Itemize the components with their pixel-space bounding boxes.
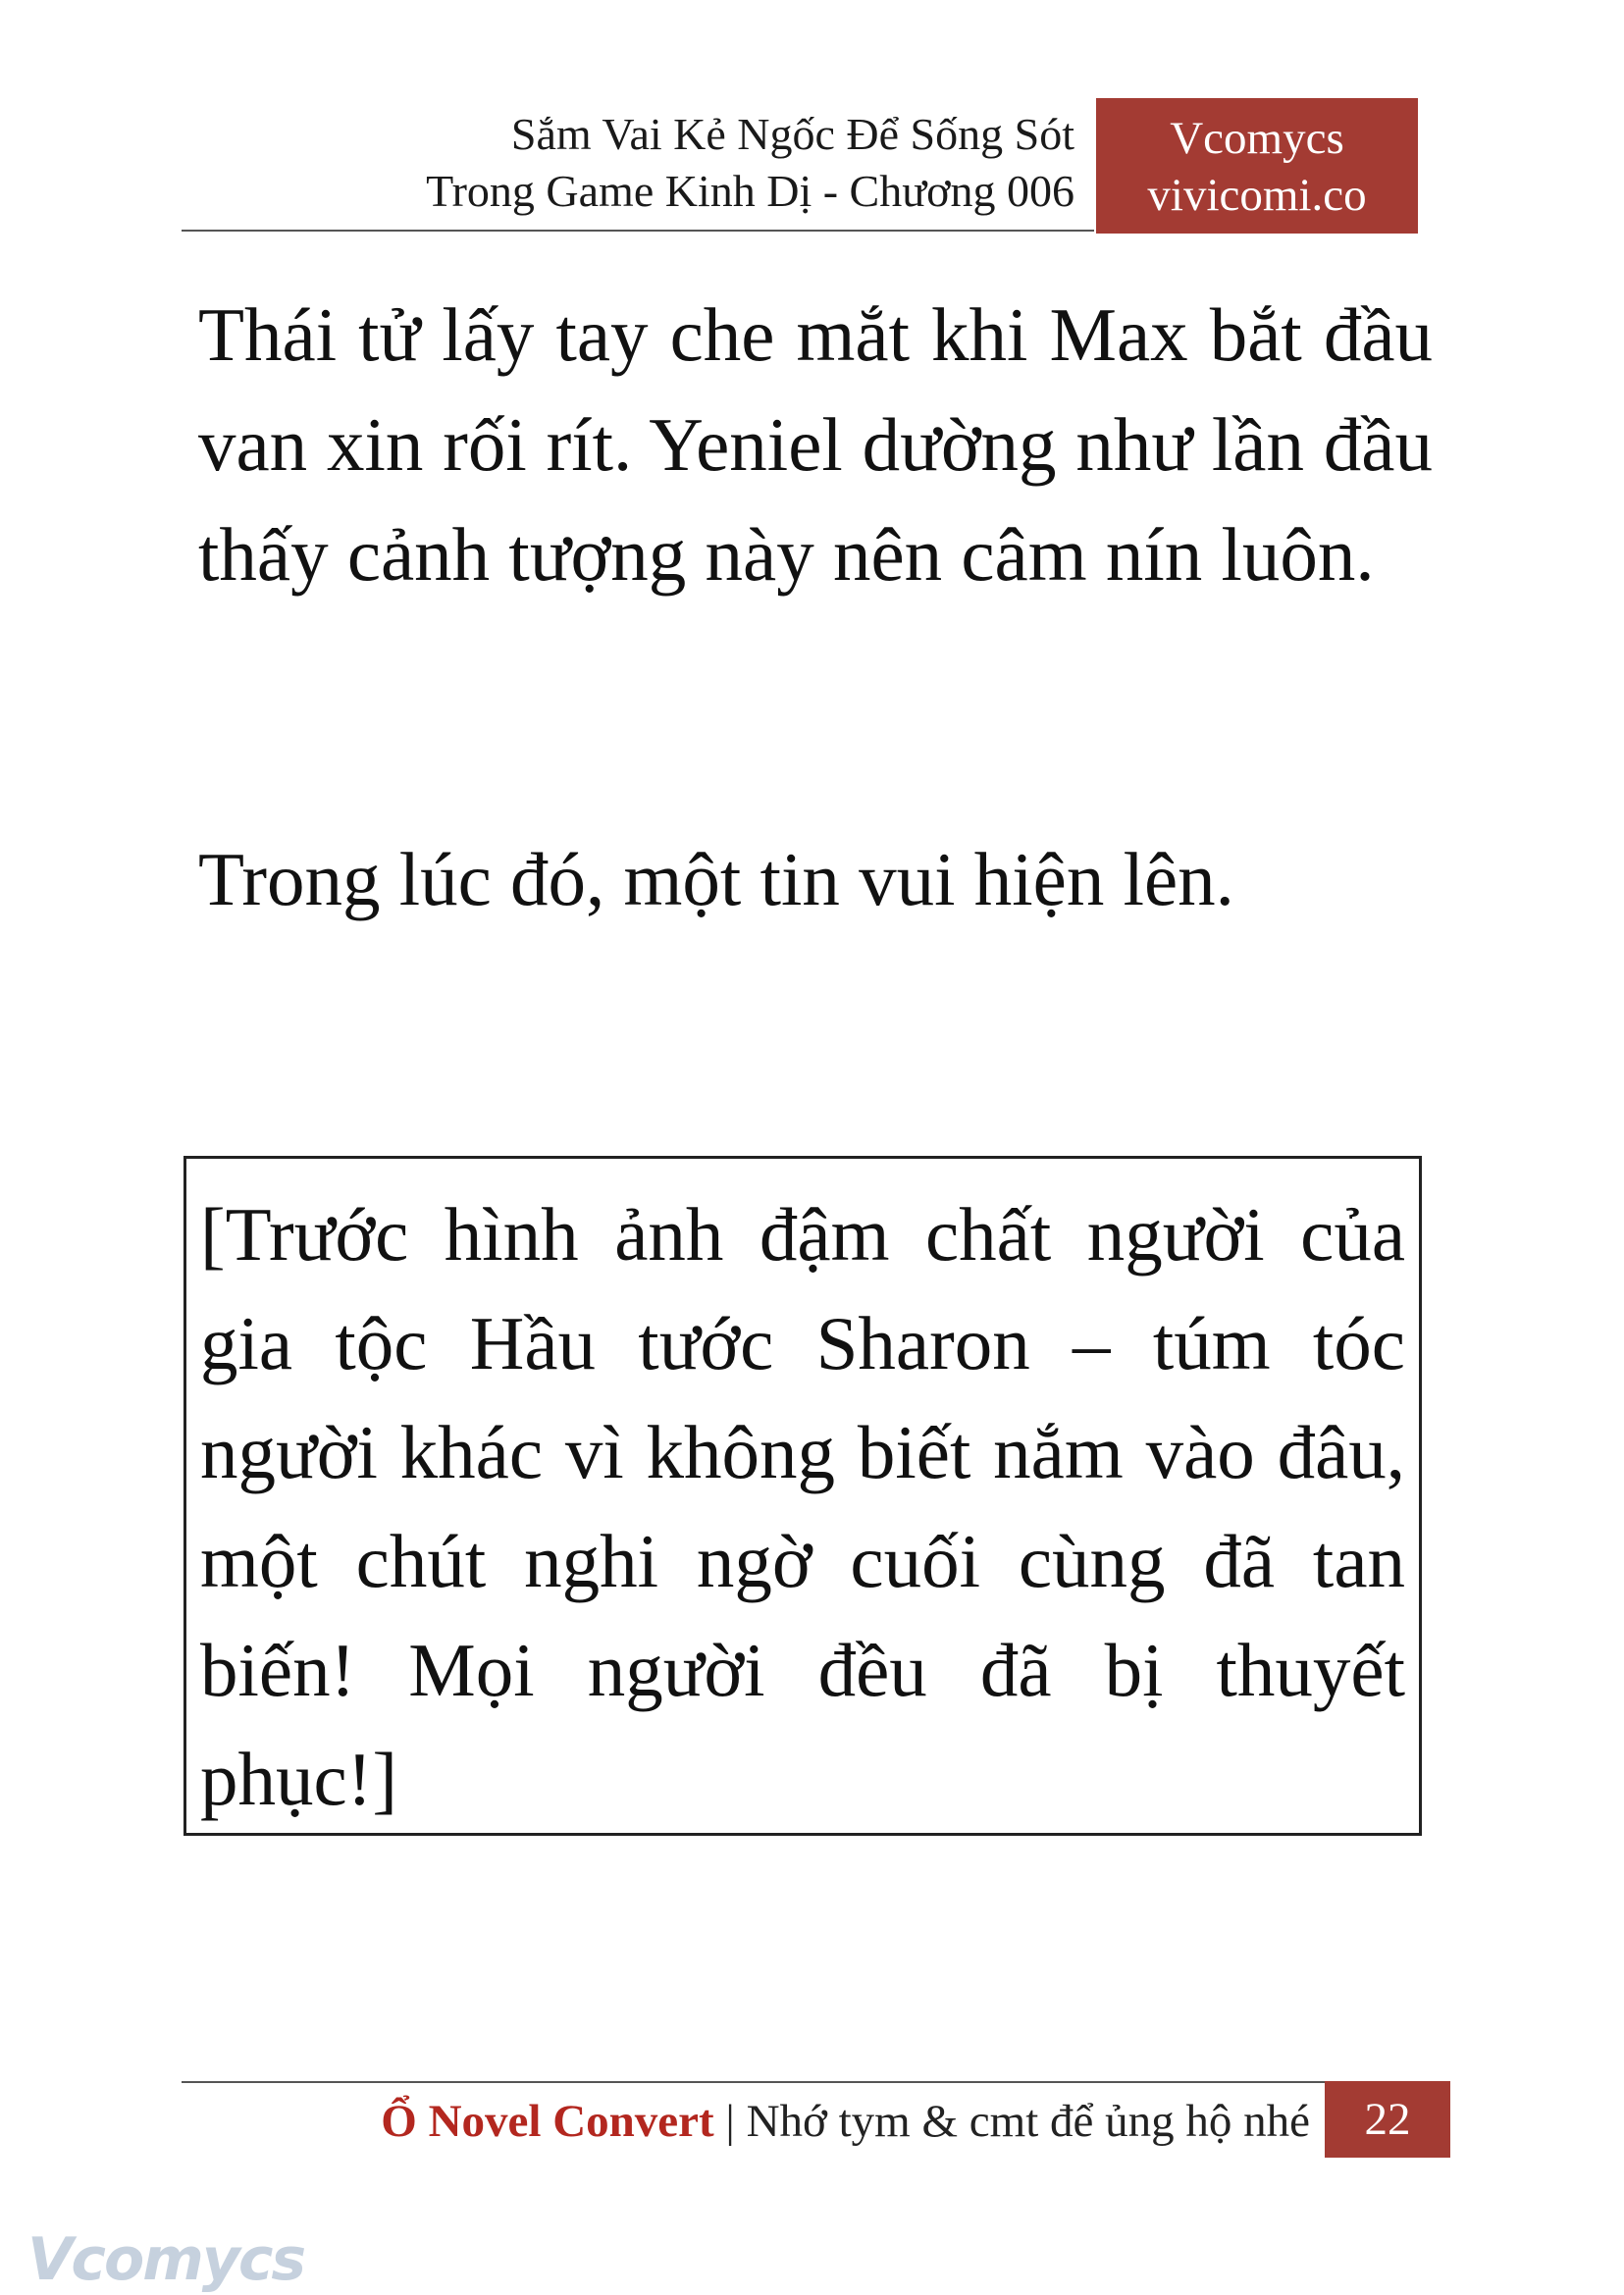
brand-name: Vcomycs: [1170, 113, 1344, 164]
chapter-title-line1: Sắm Vai Kẻ Ngốc Để Sống Sót: [510, 109, 1074, 159]
header-divider: [182, 230, 1094, 232]
body-paragraph-2: Trong lúc đó, một tin vui hiện lên.: [198, 837, 1234, 921]
brand-site: vivicomi.co: [1147, 170, 1367, 221]
footer-message: Nhớ tym & cmt để ủng hộ nhé: [746, 2096, 1310, 2147]
chapter-title-line2: Trong Game Kinh Dị - Chương 006: [426, 166, 1074, 216]
system-message-box: [183, 1156, 1422, 1836]
chapter-title: [182, 106, 1074, 220]
watermark-logo: Vcomycs: [27, 2225, 305, 2294]
footer-separator: |: [713, 2096, 747, 2147]
body-paragraph-1: Thái tử lấy tay che mắt khi Max bắt đầu van xin rối rít. Yeniel dường như lần đầu thấy cảnh tượng này nên câm nín luôn.: [198, 292, 1433, 597]
footer-brand: Ổ Novel Convert: [381, 2096, 714, 2147]
header-brand-badge: [1096, 98, 1418, 234]
footer-credit: [182, 2090, 1310, 2153]
page-number: 22: [1325, 2081, 1450, 2158]
system-message-text: [Trước hình ảnh đậm chất người của gia tộc Hầu tước Sharon – túm tóc người khác vì không biết nắm vào đâu, một chút nghi ngờ cuối cùng đã tan biến! Mọi người đều đã bị thuyết phục!]: [200, 1192, 1405, 1821]
footer-divider: [182, 2081, 1325, 2083]
